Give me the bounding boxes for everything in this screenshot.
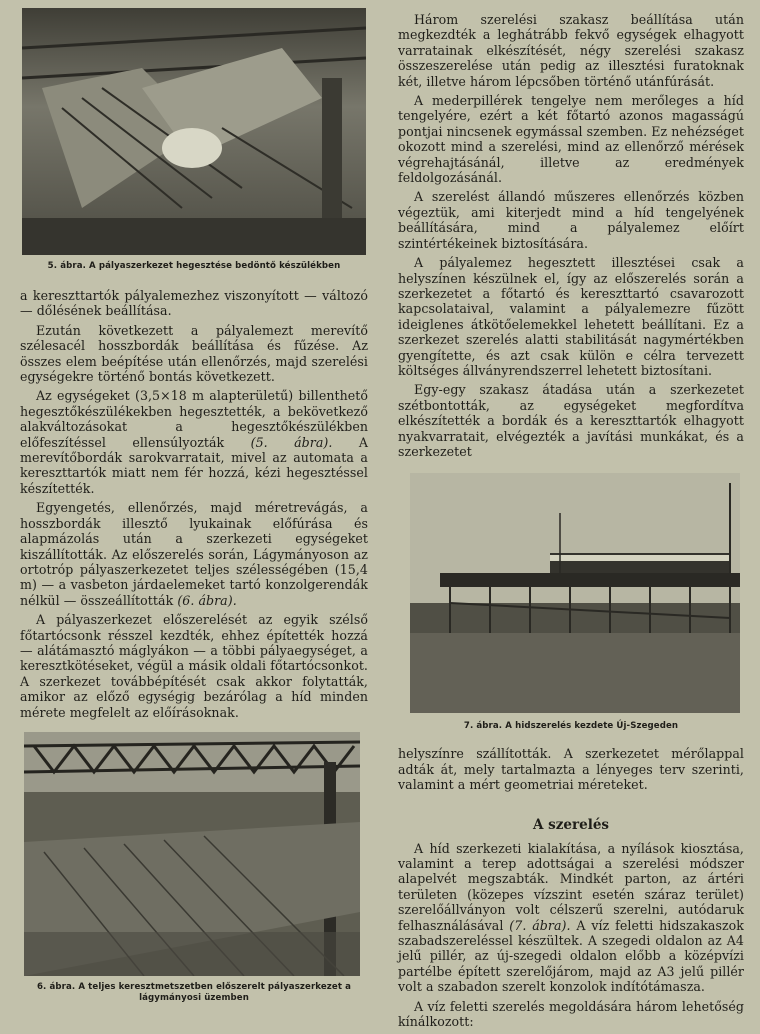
right-paragraph-4: A pályalemez hegesztett illesztései csak a helyszínen készülnek el, így az előszerelés során a szerkezetet a főtartó és kereszttartó csavarozott kapcsolataival, valamint a pályalemezre fűzött ideiglenes átkötőelemekkel lehetett beállítani. Ez a szerkezet szerelés alatti stabilitását nagymértékben gyengítette, és azt csak külön e célra tervezett költséges állványrendszerrel lehetett biztosítani.: [398, 255, 744, 378]
welding-rig-photo: [22, 8, 366, 255]
figure-5-reference: (5. ábra).: [250, 434, 333, 450]
left-paragraph-1: a kereszttartók pályalemezhez viszonyított — változó — dőlésének beállítása.: [20, 288, 368, 319]
right-paragraph-7: [398, 841, 744, 995]
figure-6-reference: (6. ábra).: [177, 592, 237, 608]
left-paragraph-3-text: Az egységeket (3,5×18 m alapterületű) billenthető hegesztőkészülékekben hegesztették, a bekövetkező alakváltozásokat a hegesztőkészülékben előfeszítéssel ellensúlyozták: [20, 388, 368, 450]
left-paragraph-3: [20, 388, 368, 496]
right-paragraph-2: A mederpillérek tengelye nem merőleges a híd tengelyére, ezért a két főtartó azonos magasságú pontjai nincsenek egymással szemben. Ez nehézséget okozott mind a szerelési, mind az ellenőrző mérések végrehajtásánál, illetve az eredmények feldolgozásánál.: [398, 93, 744, 186]
section-heading: A szerelés: [532, 816, 610, 833]
left-column: [20, 8, 368, 1004]
right-paragraph-1: Három szerelési szakasz beállítása után megkezdték a leghátrább fekvő egységek elhagyott varratainak elkészítését, négy szerelési szakasz összeszerelése után pedig az illesztési furatoknak két, illetve három lépcsőben történő utánfúrását.: [398, 12, 744, 89]
right-paragraph-8: A víz feletti szerelés megoldására három lehetőség kínálkozott:: [398, 998, 744, 1030]
right-body-text-bottom: [398, 746, 744, 792]
right-paragraph-5: Egy-egy szakasz átadása után a szerkezetet szétbontották, az egységeket megfordítva elkészítették a bordák és a kereszttartók elhagyott nyakvarratait, elvégezték a javítási munkákat, és a szerkezetet: [398, 382, 744, 459]
left-paragraph-4-text: Egyengetés, ellenőrzés, majd méretrevágás, a hosszbordák illesztő lyukainak előfúrása és alapmázolás után a szerkezeti egységeket kiszállították. Az előszerelés során, Lágymányoson az ortotróp pályaszerkezetet teljes szélességében (15,4 m) — a vasbeton járdaelemeket tartó konzolgerendák nélkül — összeállították: [20, 500, 368, 608]
left-paragraph-2: Ezután következett a pályalemezt merevítő szélesacél hosszbordák beállítása és fűzése. Az összes elem beépítése után ellenőrzés, majd szerelési egységekre történő bontás következett.: [20, 322, 368, 385]
right-body-text-top: [398, 12, 744, 459]
figure-7-photo: [410, 473, 740, 713]
right-body-text-section: [398, 841, 744, 1030]
right-column: [398, 12, 744, 1029]
left-paragraph-4: [20, 500, 368, 608]
figure-5-caption: 5. ábra. A pályaszerkezet hegesztése bedöntő készülékben: [47, 261, 341, 271]
right-paragraph-6: helyszínre szállították. A szerkezetet mérőlappal adták át, mely tartalmazta a lényeges terv szerinti, valamint a mért geometriai méreteket.: [398, 746, 744, 793]
bridge-assembly-photo: [410, 473, 740, 713]
figure-7-reference: (7. ábra).: [509, 917, 571, 933]
figure-7-caption: 7. ábra. A hidszerelés kezdete Új-Szegeden: [463, 721, 679, 732]
figure-6-photo: [24, 732, 360, 976]
right-paragraph-3: A szerelést állandó műszeres ellenőrzés közben végeztük, ami kiterjedt mind a híd tengelyének beállítására, mind a pályalemez előírt szintértékeinek biztosítására.: [398, 189, 744, 251]
left-paragraph-5: A pályaszerkezet előszerelését az egyik szélső főtartócsonk résszel kezdték, ehhez építették hozzá — alátámasztó máglyákon — a többi pályaegységet, a keresztkötéseket, végül a másik oldali főtartócsonkot. A szerkezet továbbépítését csak akkor folytatták, amikor az előző egységig bezárólag a híd minden mérete megfelelt az előírásoknak.: [20, 612, 368, 720]
factory-hall-photo: [24, 732, 360, 976]
right-paragraph-7-text: A híd szerkezeti kialakítása, a nyílások kiosztása, valamint a terep adottságai a szerelési módszer alapelvét megszabták. Mindkét parton, az ártéri területen (közepes vízszint esetén száraz terület) szerelőállványon volt célszerű szerelni, autódaruk felhasználásával: [398, 840, 744, 933]
left-paragraph-3-text-b: A merevítőbordák sarokvarratait, mivel az automata a kereszttartók miatt nem fér hozzá, kézi hegesztéssel készítették.: [20, 434, 369, 496]
figure-6-caption: 6. ábra. A teljes keresztmetszetben előszerelt pályaszerkezet a lágymányosi üzemben: [36, 981, 352, 1003]
figure-5-photo: [22, 8, 366, 255]
left-body-text: [20, 288, 368, 720]
right-paragraph-7-text-b: A víz feletti hidszakaszok szabadszereléssel készültek. A szegedi oldalon az A4 jelű pillér, az új-szegedi oldalon előbb a középvízi partélbe épített szerelőjárom, majd az A3 jelű pillér volt a szabadon szerelt konzolok indítótámasza.: [398, 917, 744, 995]
